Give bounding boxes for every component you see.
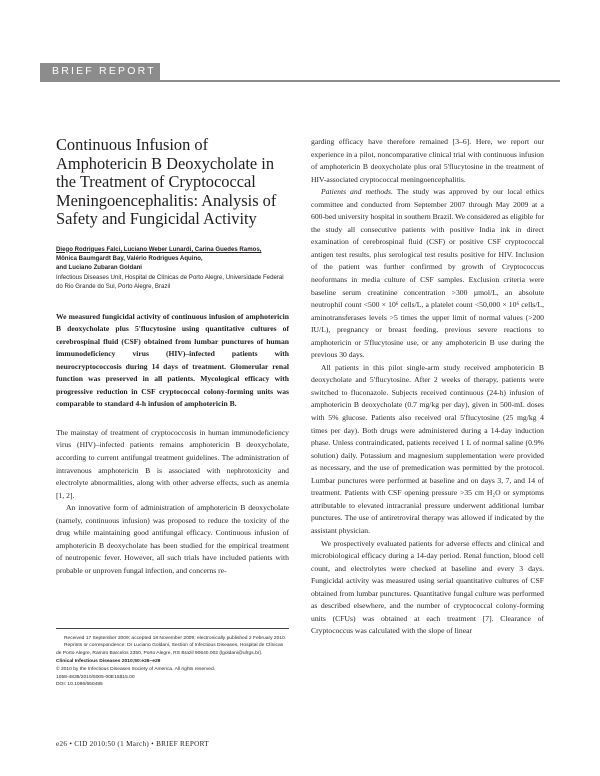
author-list [56,245,289,272]
section-rule [40,80,560,82]
methods-paragraph-2: All patients in this pilot single-arm study received amphotericin B deoxycholate and 5'flucytosine. After 2 weeks of therapy, patients were switched to fluconazole. Subjects received continuous (24-h) infusion of amphotericin B deoxycholate (0.7 mg/kg per day), given in 500-mL doses with 5% glucose. Patients also received oral 5'flucytosine (25 mg/kg 4 times per day). Both drugs were administered during a 14-day induction phase. Unless contraindicated, patients received 1 L of normal saline (0.9% solution) daily. Potassium and magnesium supplementation were provided as necessary, and the use of premedication was permitted by the protocol. Lumbar punctures were performed at baseline and on days 3, 7, and 14 of treatment. Patients with CSF opening pressure >35 cm H₂O or symptoms attributable to elevated intracranial pressure underwent additional lumbar punctures. The use of antiretroviral therapy was allowed if indicated by the assistant physician. [311,362,544,535]
footnote-copyright: © 2010 by the Infectious Diseases Society of America. All rights reserved. [56,666,216,672]
section-label: BRIEF REPORT [52,65,156,77]
authors-line-1: Diego Rodrigues Falci, Luciano Weber Lunardi, Carina Guedes Ramos, [56,245,262,253]
page-footer: e26 • CID 2010:50 (1 March) • BRIEF REPORT [56,740,209,748]
authors-line-2: Mônica Baumgardt Bay, Valério Rodrigues Aquino, [56,254,203,262]
left-column [56,136,289,577]
methods-text-1: The study was approved by our local ethics committee and conducted from September 2007 through May 2009 at a 600-bed university hospital in southern Brazil. We considered as eligible for the study all consecutive patients with positive India ink in direct examination of cerebrospinal fluid (CSF) or positive CSF cryptococcal antigen test results, plus serological test results positive for HIV. Inclusion of the patient was further confirmed by growth of Cryptococcus neoformans in media culture of CSF samples. Exclusion criteria were baseline serum creatinine concentration >300 µmol/L, an absolute neutrophil count <500 × 10⁶ cells/L, a platelet count <50,000 × 10⁶ cells/L, aminotransferases levels >5 times the upper limit of normal values (>200 IU/L), pregnancy or breast feeding, previous severe reactions to amphotericin or 5'flucytosine use, or any amphotericin B use during the previous 30 days. [311,187,545,360]
footnote-rule [56,628,289,629]
affiliation: Infectious Diseases Unit, Hospital de Clínicas de Porto Alegre, Universidade Federal do Rio Grande do Sul, Porto Alegre, Brazil [56,273,284,290]
methods-heading: Patients and methods. [321,187,393,197]
intro-paragraph-continued: garding efficacy have therefore remained [3–6]. Here, we report our experience in a pilot, noncomparative clinical trial with continuous infusion of amphotericin B deoxycholate plus oral 5'flucytosine in the treatment of HIV-associated cryptococcal meningoencephalitis. [311,137,544,184]
methods-paragraph-3: We prospectively evaluated patients for adverse effects and clinical and microbiological efficacy during a 14-day period. Renal function, blood cell count, and electrolytes were checked at baseline and every 3 days. Fungicidal activity was measured using serial quantitative cultures of CSF obtained from lumbar punctures. Quantitative fungal culture was performed as described elsewhere, and the number of cryptococcal colony-forming units (CFUs) was obtained at each treatment [7]. Clearance of Cryptococcus was calculated with the slope of linear [311,538,544,636]
authors-line-3: and Luciano Zubaran Goldani [56,263,142,271]
footnote-reprints: Reprints or correspondence: Dr Luciano Goldani, Section of Infectious Diseases, Hospital de Clínicas de Porto Alegre, Ramiro Barcelos 2350, Porto Alegre, RS Brazil 90640.002 (lgoldani@ufrgs.br). [56,643,284,657]
footnote-received: Received 17 September 2009; accepted 18 November 2009; electronically published 2 February 2010. [64,635,287,641]
article-title: Continuous Infusion of Amphotericin B Deoxycholate in the Treatment of Cryptococcal Meningoencephalitis: Analysis of Safety and Fungicidal Activity [56,135,277,228]
section-band [40,63,160,81]
footnote-journal: Clinical Infectious Diseases 2010;50:e26–e29 [56,658,161,664]
intro-paragraph-2: An innovative form of administration of amphotericin B deoxycholate (namely, continuous infusion) was proposed to reduce the toxicity of the drug while maintaining good antifungal efficacy. Continuous infusion of amphotericin B deoxycholate has been studied for the empirical treatment of neutropenic fever. However, all such trials have included patients with probable or unproven fungal infection, and concerns re- [56,503,289,575]
methods-paragraph-1 [311,186,544,362]
footnotes [56,628,289,689]
abstract: We measured fungicidal activity of continuous infusion of amphotericin B deoxycholate plus 5'flucytosine using quantitative cultures of cerebrospinal fluid (CSF) obtained from lumbar punctures of human immunodeficiency virus (HIV)–infected patients with neurocryptococcosis during 14 days of treatment. Glomerular renal function was preserved in all patients. Mycological efficacy with progressive reduction in CSF cryptococcal colony-forming units was comparable to standard 4-h infusion of amphotericin B. [56,311,289,409]
footnote-issn: 1058-4838/2010/5005-00E15$15.00 [56,674,135,680]
intro-paragraph-1: The mainstay of treatment of cryptococcosis in human immunodeficiency virus (HIV)–infected patients remains amphotericin B deoxycholate, according to current antifungal treatment guidelines. The administration of intravenous amphotericin B is associated with nephrotoxicity and electrolyte abnormalities, along with other adverse effects, such as anemia [1, 2]. [56,427,289,500]
footnote-doi: DOI: 10.1086/650485 [56,682,103,688]
right-column [311,136,544,638]
